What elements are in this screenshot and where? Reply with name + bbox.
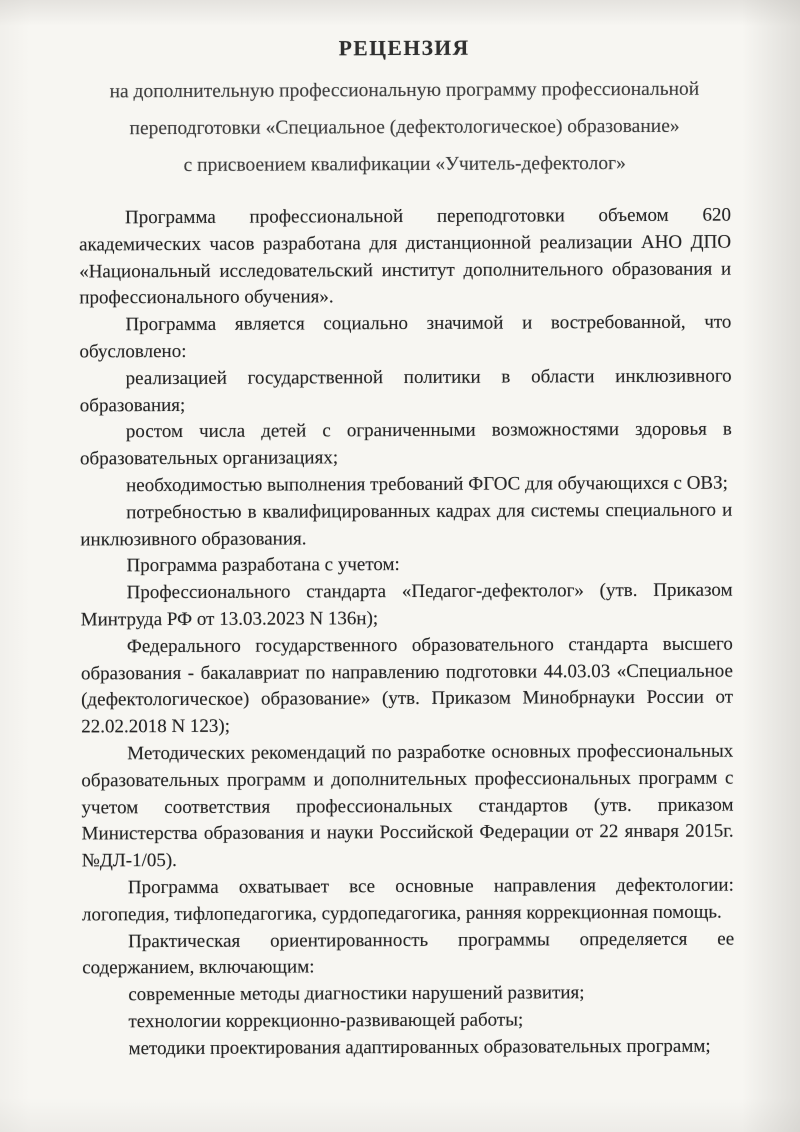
body-paragraph: Методических рекомендаций по разработке основных профессиональных образовательных программ и дополнительных профессиональных программ с учетом соответствия профессиональных стандартов (утв. приказом Министерства образования и науки Российской Федерации от 22 января 2015г. №ДЛ-1/05). (81, 740, 734, 872)
body-paragraph: Программа разработана с учетом: (126, 554, 400, 577)
body-paragraph: технологии коррекционно-развивающей работы; (128, 1009, 524, 1033)
body-paragraph: необходимостью выполнения требований ФГОС для обучающихся с ОВЗ; (126, 472, 728, 497)
body-paragraph: Практическая ориентированность программы определяется ее содержанием, включающим: (82, 928, 735, 979)
document-title: РЕЦЕНЗИЯ (338, 35, 470, 61)
body-paragraph: потребностью в квалифицированных кадрах для системы специального и инклюзивного образования. (80, 499, 733, 550)
body-paragraph: Программа профессиональной переподготовки объемом 620 академических часов разработана для дистанционной реализации АНО ДПО «Национальный исследовательский институт дополнительного образования и профессионального обучения». (79, 204, 732, 309)
body-paragraph: методики проектирования адаптированных образовательных программ; (128, 1035, 711, 1059)
document-body (79, 203, 735, 1063)
body-paragraph: ростом числа детей с ограниченными возможностями здоровья в образовательных организациях; (79, 418, 732, 470)
body-paragraph: реализацией государственной политики в области инклюзивного образования; (79, 365, 732, 416)
body-paragraph: современные методы диагностики нарушений развития; (128, 982, 585, 1006)
document-subtitle (78, 71, 730, 185)
body-paragraph: Профессионального стандарта «Педагог-дефектолог» (утв. Приказом Минтруда РФ от 13.03.2023 N 136н); (80, 579, 733, 631)
body-paragraph: Федерального государственного образовательного стандарта высшего образования - бакалавриат по направлению подготовки 44.03.03 «Специальное (дефектологическое) образование» (утв. Приказом Минобрнауки России от 22.02.2018 N 123); (80, 633, 734, 738)
subtitle-line: переподготовки «Специальное (дефектологическое) образование» (129, 115, 680, 140)
body-paragraph: Программа является социально значимой и востребованной, что обусловлено: (79, 311, 732, 363)
subtitle-line: на дополнительную профессиональную программу профессиональной (109, 78, 700, 103)
subtitle-line: с присвоением квалификации «Учитель-дефектолог» (183, 153, 626, 176)
body-paragraph: Программа охватывает все основные направления дефектологии: логопедия, тифлопедагогика, сурдопедагогика, ранняя коррекционная помощь. (81, 874, 734, 926)
